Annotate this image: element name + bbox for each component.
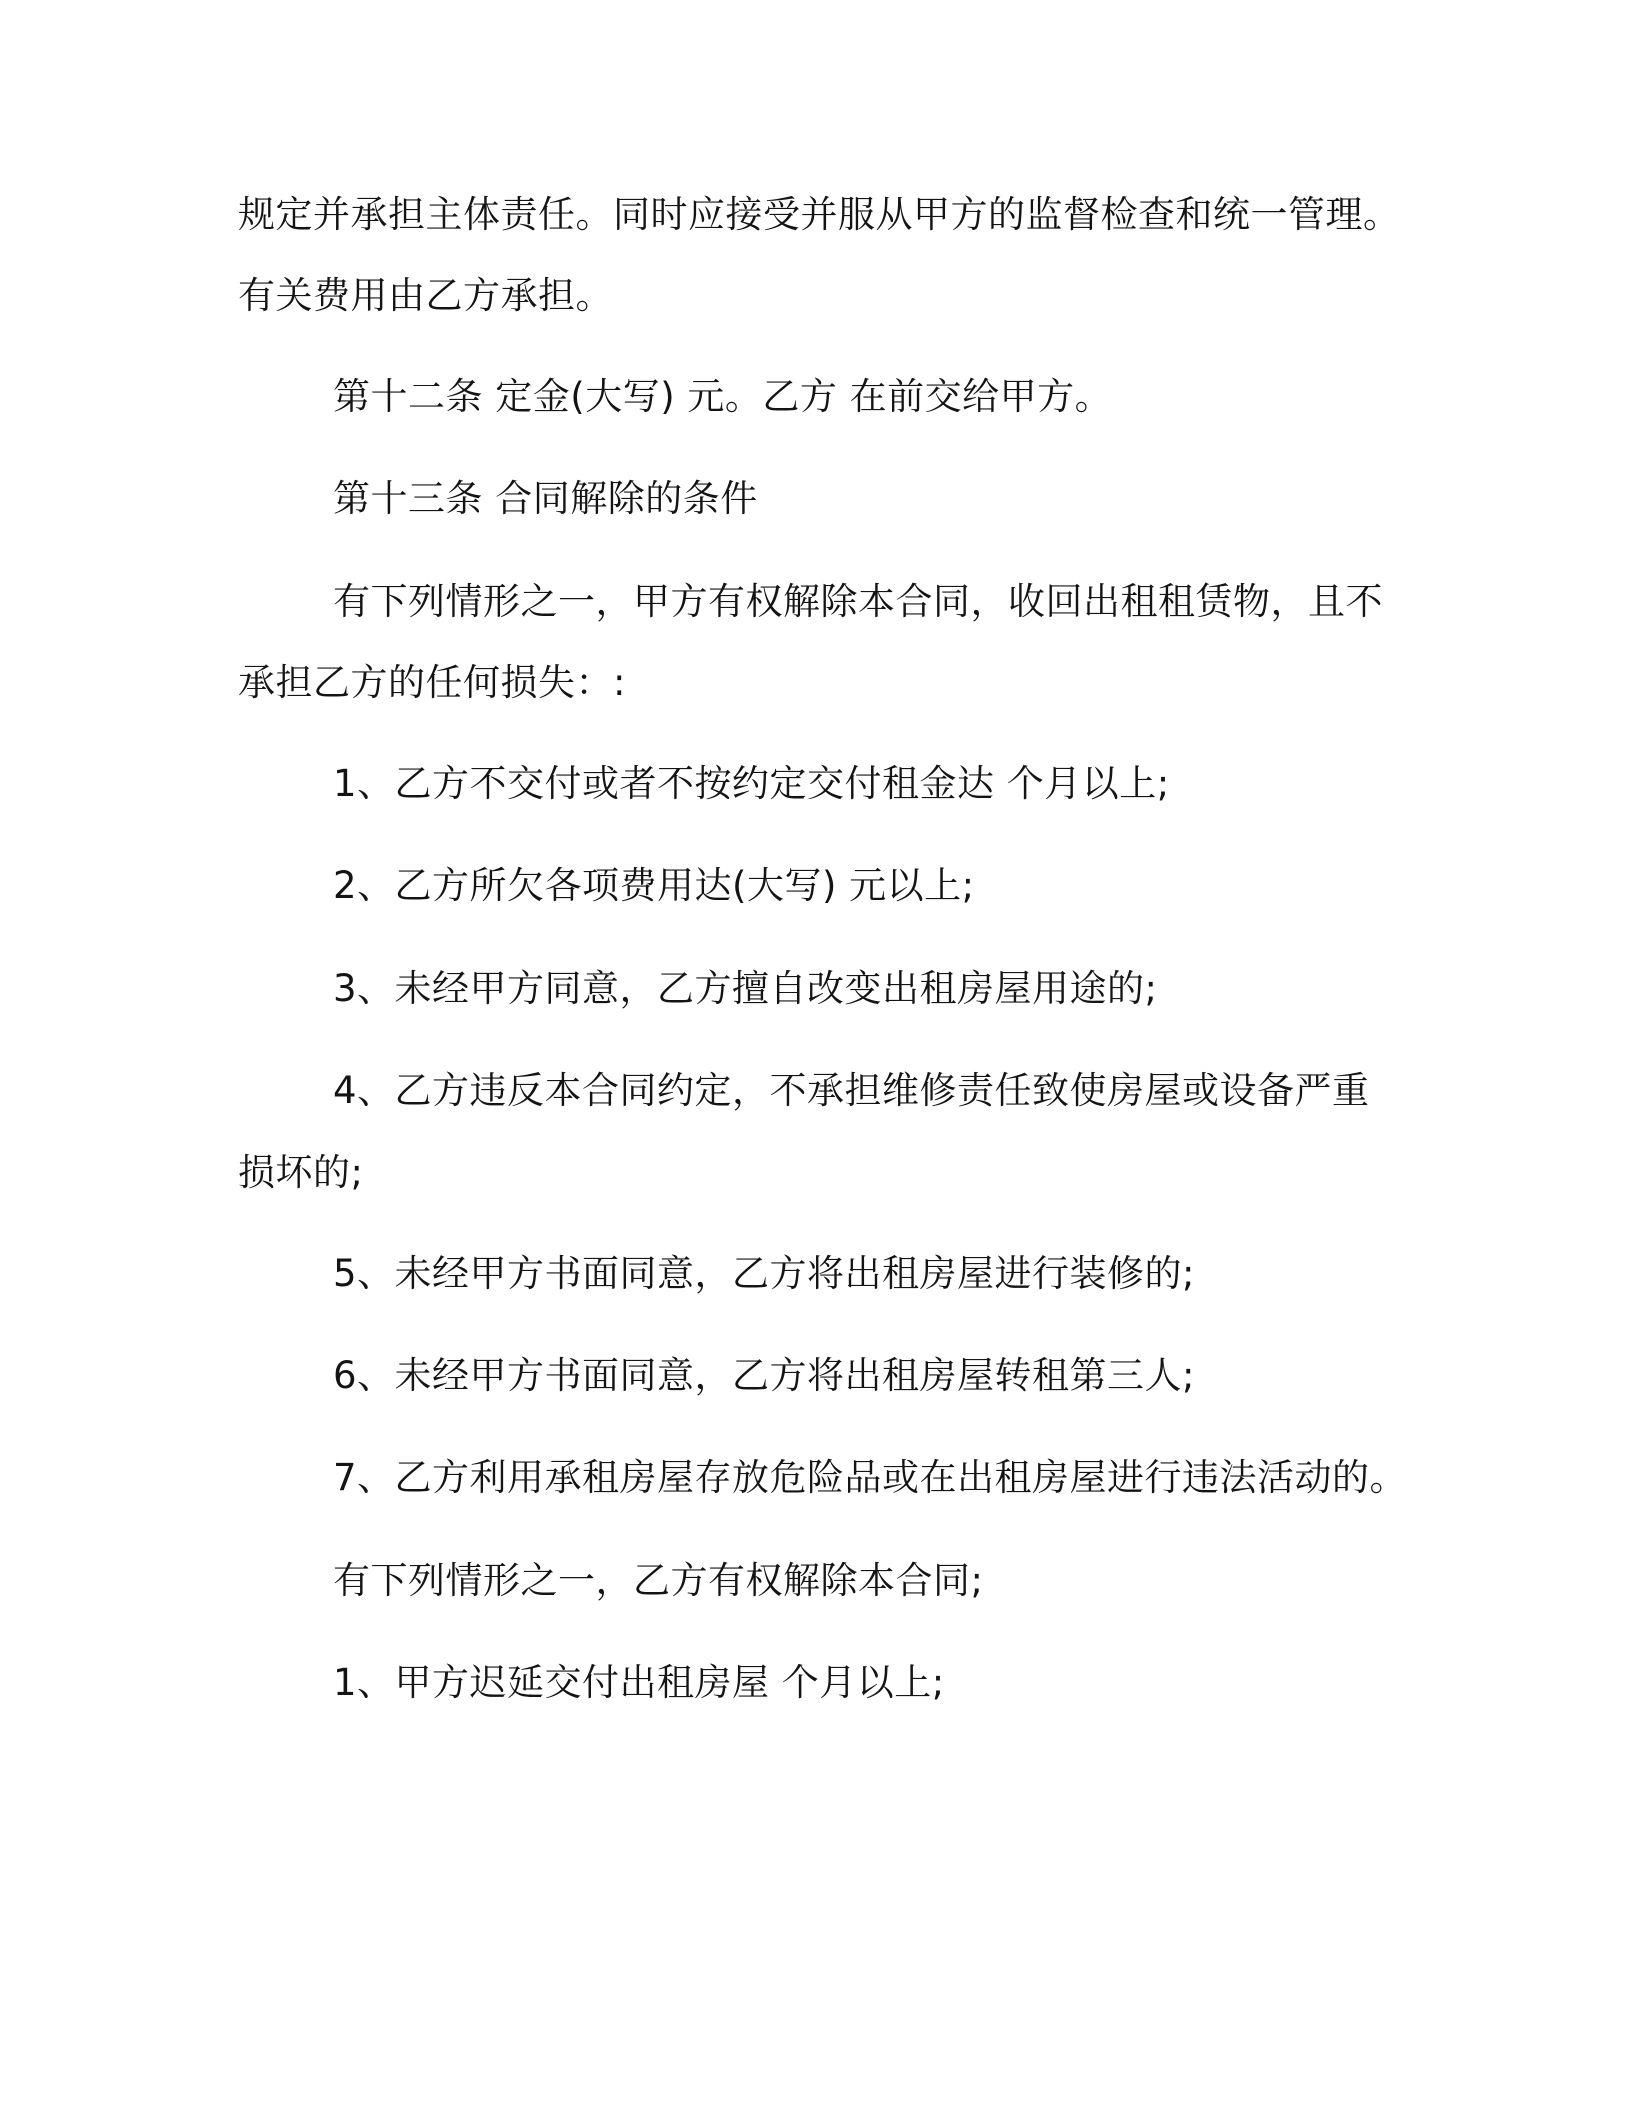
list-item: 6、未经甲方书面同意，乙方将出租房屋转租第三人; — [333, 1354, 1196, 1397]
list-item: 1、乙方不交付或者不按约定交付租金达 个月以上; — [333, 762, 1170, 805]
article-13-heading: 第十三条 合同解除的条件 — [333, 477, 758, 520]
list-item: 1、甲方迟延交付出租房屋 个月以上; — [333, 1661, 945, 1704]
list-item: 4、乙方违反本合同约定，不承担维修责任致使房屋或设备严重 — [333, 1069, 1370, 1112]
text-line: 有下列情形之一，乙方有权解除本合同; — [333, 1559, 984, 1602]
list-item: 7、乙方利用承租房屋存放危险品或在出租房屋进行违法活动的。 — [333, 1456, 1408, 1499]
text-line: 损坏的; — [238, 1151, 364, 1194]
list-item: 5、未经甲方书面同意，乙方将出租房屋进行装修的; — [333, 1252, 1196, 1295]
text-line: 承担乙方的任何损失：: — [238, 661, 626, 704]
list-item: 2、乙方所欠各项费用达(大写) 元以上; — [333, 864, 975, 907]
list-item: 3、未经甲方同意，乙方擅自改变出租房屋用途的; — [333, 967, 1158, 1010]
article-12-line: 第十二条 定金(大写) 元。乙方 在前交给甲方。 — [333, 375, 1113, 418]
text-line: 规定并承担主体责任。同时应接受并服从甲方的监督检查和统一管理。 — [238, 193, 1401, 236]
text-line: 有关费用由乙方承担。 — [238, 274, 613, 317]
text-line: 有下列情形之一，甲方有权解除本合同，收回出租租赁物，且不 — [333, 580, 1383, 623]
